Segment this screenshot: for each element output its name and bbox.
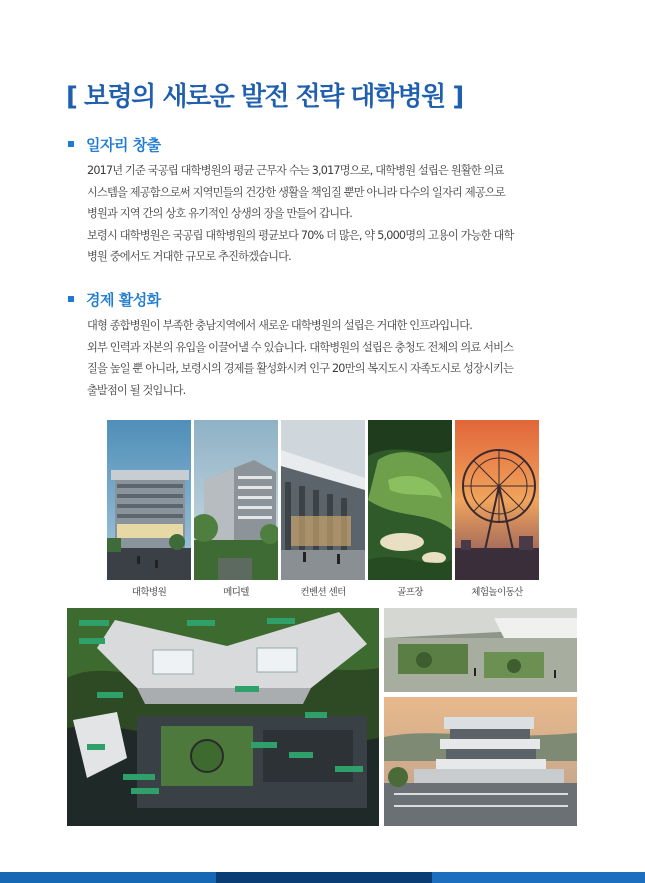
footer-bar-middle [216, 872, 432, 883]
page-title: [ 보령의 새로운 발전 전략 대학병원 ] [66, 82, 463, 112]
golf-course-image [368, 420, 452, 580]
section-heading-economy [68, 289, 161, 310]
caption-university-hospital: 대학병원 [131, 587, 167, 598]
caption-amusement-park: 체험놀이동산 [471, 587, 523, 598]
section-body-economy [87, 315, 587, 401]
section-heading-jobs [68, 134, 161, 155]
aerial-site-plan-image [67, 608, 379, 826]
bullet-square-icon [68, 141, 74, 147]
footer-bar-left [0, 872, 216, 883]
meditel-image [194, 420, 278, 580]
section-body-jobs [87, 160, 587, 268]
university-hospital-image [107, 420, 191, 580]
body-line: 2017년 기준 국공립 대학병원의 평균 근무자 수는 3,017명으로, 대학병원 설립은 원활한 의료 [87, 164, 504, 177]
caption-meditel: 메디텔 [223, 587, 249, 598]
amusement-park-image [455, 420, 539, 580]
body-line: 병원 중에서도 거대한 규모로 추진하겠습니다. [87, 250, 291, 264]
section-heading-text: 경제 활성화 [86, 291, 161, 309]
caption-golf-course: 골프장 [397, 587, 423, 598]
caption-convention-center: 컨벤션 센터 [300, 587, 346, 598]
section-heading-text: 일자리 창출 [86, 136, 161, 154]
footer-bar-right [432, 872, 645, 883]
body-line: 시스템을 제공함으로써 지역민들의 건강한 생활을 책임질 뿐만 아니라 다수의 일자리 제공으로 [87, 185, 505, 199]
convention-center-image [281, 420, 365, 580]
body-line: 대형 종합병원이 부족한 충남지역에서 새로운 대학병원의 설립은 거대한 인프라입니다. [87, 319, 473, 332]
building-rendering-image [384, 697, 577, 826]
plaza-rendering-image [384, 608, 577, 692]
body-line: 보령시 대학병원은 국공립 대학병원의 평균보다 70% 더 많은, 약 5,000명의 고용이 가능한 대학 [87, 228, 514, 242]
body-line: 외부 인력과 자본의 유입을 이끌어낼 수 있습니다. 대학병원의 설립은 충청도 전체의 의료 서비스 [87, 340, 514, 354]
body-line: 출발점이 될 것입니다. [87, 383, 186, 397]
bullet-square-icon [68, 296, 74, 302]
body-line: 질을 높일 뿐 아니라, 보령시의 경제를 활성화시켜 인구 20만의 복지도시 자족도시로 성장시키는 [87, 362, 513, 376]
body-line: 병원과 지역 간의 상호 유기적인 상생의 장을 만들어 갑니다. [87, 207, 352, 221]
